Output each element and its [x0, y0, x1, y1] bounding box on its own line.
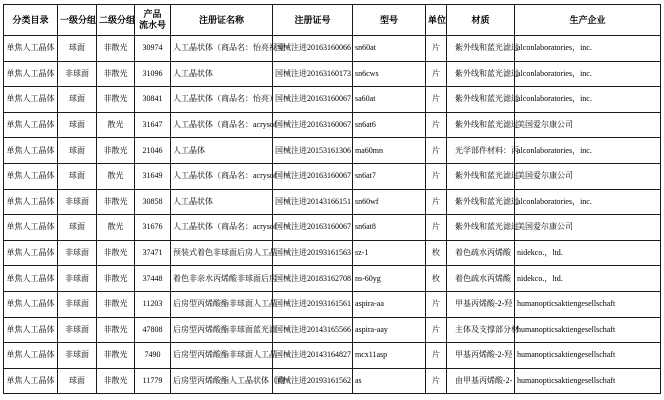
cell-level1-group: 球面 — [58, 163, 97, 189]
header-category: 分类目录 — [4, 5, 58, 36]
cell-unit: 片 — [426, 87, 447, 113]
cell-category: 单焦人工晶体 — [4, 240, 58, 266]
cell-model: ns-60yg — [353, 266, 426, 292]
cell-model: ma60mn — [353, 138, 426, 164]
cell-manufacturer: humanopticsaktiengesellschaft — [515, 317, 661, 343]
header-serial-no — [135, 5, 171, 36]
cell-serial-no: 7490 — [135, 343, 171, 369]
header-row — [4, 5, 661, 36]
cell-material: 紫外线和蓝光滤过 — [447, 36, 515, 62]
cell-level1-group: 非球面 — [58, 343, 97, 369]
header-level1-group: 一级分组 — [58, 5, 97, 36]
cell-cert-no: 国械注进20183162708 — [273, 266, 353, 292]
cell-material: 紫外线和蓝光滤过 — [447, 215, 515, 241]
cell-unit: 片 — [426, 36, 447, 62]
cell-cert-no: 国械注进20193161563 — [273, 240, 353, 266]
cell-cert-name: 后房型丙烯酸酯非球面人工晶 — [171, 291, 273, 317]
cell-cert-name: 人工晶体 — [171, 138, 273, 164]
cell-material: 着色疏水丙烯酸 — [447, 240, 515, 266]
cell-manufacturer: alconlaboratories，inc. — [515, 36, 661, 62]
cell-manufacturer: 美国爱尔康公司 — [515, 112, 661, 138]
cell-cert-name: 人工晶状体（商品名：怡亮） — [171, 87, 273, 113]
cell-level2-group: 非散光 — [97, 138, 135, 164]
cell-level1-group: 非球面 — [58, 240, 97, 266]
cell-serial-no: 37448 — [135, 266, 171, 292]
cell-model: sn60at — [353, 36, 426, 62]
cell-level1-group: 球面 — [58, 112, 97, 138]
cell-serial-no: 37471 — [135, 240, 171, 266]
cell-serial-no: 31096 — [135, 61, 171, 87]
cell-material: 光学部件材料：丙 — [447, 138, 515, 164]
cell-manufacturer: alconlaboratories，inc. — [515, 61, 661, 87]
cell-cert-name: 预装式着色非球面后房人工晶 — [171, 240, 273, 266]
cell-unit: 片 — [426, 138, 447, 164]
table-row — [4, 163, 661, 189]
cell-category: 单焦人工晶体 — [4, 317, 58, 343]
cell-category: 单焦人工晶体 — [4, 291, 58, 317]
table-row — [4, 138, 661, 164]
cell-cert-no: 国械注进20193161561 — [273, 291, 353, 317]
cell-serial-no: 30974 — [135, 36, 171, 62]
cell-model: sz-1 — [353, 240, 426, 266]
table-row — [4, 343, 661, 369]
cell-level1-group: 球面 — [58, 87, 97, 113]
table-row — [4, 61, 661, 87]
table-row — [4, 112, 661, 138]
cell-cert-no: 国械注进20163160067 — [273, 163, 353, 189]
cell-level1-group: 非球面 — [58, 61, 97, 87]
cell-cert-no: 国械注进20153161306 — [273, 138, 353, 164]
cell-material: 紫外线和蓝光滤过 — [447, 61, 515, 87]
cell-cert-no: 国械注进20143165566 — [273, 317, 353, 343]
cell-level1-group: 球面 — [58, 36, 97, 62]
cell-serial-no: 31676 — [135, 215, 171, 241]
cell-cert-no: 国械注进20163160067 — [273, 87, 353, 113]
cell-manufacturer: humanopticsaktiengesellschaft — [515, 368, 661, 394]
cell-manufacturer: nidekco.，ltd. — [515, 240, 661, 266]
cell-unit: 枚 — [426, 266, 447, 292]
table-row — [4, 240, 661, 266]
cell-material: 紫外线和蓝光滤过 — [447, 163, 515, 189]
cell-level1-group: 非球面 — [58, 266, 97, 292]
cell-cert-no: 国械注进20163160066 — [273, 36, 353, 62]
cell-serial-no: 31649 — [135, 163, 171, 189]
cell-unit: 片 — [426, 163, 447, 189]
cell-manufacturer: alconlaboratories，inc. — [515, 87, 661, 113]
table-header — [4, 5, 661, 36]
cell-serial-no: 47808 — [135, 317, 171, 343]
cell-level2-group: 非散光 — [97, 317, 135, 343]
cell-serial-no: 31647 — [135, 112, 171, 138]
header-material: 材质 — [447, 5, 515, 36]
cell-model: mcx11asp — [353, 343, 426, 369]
header-cert-no: 注册证号 — [273, 5, 353, 36]
cell-serial-no: 30841 — [135, 87, 171, 113]
cell-cert-name: 人工晶状体（商品名：acrysof — [171, 215, 273, 241]
cell-material: 主体及支撑部分材 — [447, 317, 515, 343]
cell-unit: 片 — [426, 368, 447, 394]
cell-cert-name: 后房型丙烯酸酯人工晶状体（商 — [171, 368, 273, 394]
header-serial-no-line2: 流水号 — [138, 20, 166, 30]
cell-model: sn6at7 — [353, 163, 426, 189]
cell-manufacturer: 美国爱尔康公司 — [515, 215, 661, 241]
cell-cert-no: 国械注进20143166151 — [273, 189, 353, 215]
cell-level2-group: 非散光 — [97, 343, 135, 369]
cell-unit: 片 — [426, 291, 447, 317]
cell-level2-group: 非散光 — [97, 36, 135, 62]
cell-cert-no: 国械注进20143164827 — [273, 343, 353, 369]
cell-unit: 片 — [426, 343, 447, 369]
cell-model: sn6at8 — [353, 215, 426, 241]
cell-level2-group: 非散光 — [97, 291, 135, 317]
cell-serial-no: 11779 — [135, 368, 171, 394]
cell-model: aspira-aa — [353, 291, 426, 317]
cell-level2-group: 非散光 — [97, 61, 135, 87]
cell-cert-no: 国械注进20193161562 — [273, 368, 353, 394]
header-unit: 单位 — [426, 5, 447, 36]
cell-model: sn60wf — [353, 189, 426, 215]
cell-category: 单焦人工晶体 — [4, 163, 58, 189]
cell-model: as — [353, 368, 426, 394]
cell-material: 紫外线和蓝光滤过 — [447, 112, 515, 138]
cell-unit: 片 — [426, 215, 447, 241]
header-cert-name: 注册证名称 — [171, 5, 273, 36]
cell-unit: 片 — [426, 189, 447, 215]
cell-category: 单焦人工晶体 — [4, 87, 58, 113]
cell-cert-no: 国械注进20163160067 — [273, 112, 353, 138]
table-row — [4, 36, 661, 62]
cell-level1-group: 非球面 — [58, 317, 97, 343]
cell-manufacturer: humanopticsaktiengesellschaft — [515, 291, 661, 317]
cell-level2-group: 散光 — [97, 163, 135, 189]
cell-cert-no: 国械注进20163160173 — [273, 61, 353, 87]
cell-level1-group: 球面 — [58, 368, 97, 394]
cell-material: 紫外线和蓝光滤过 — [447, 87, 515, 113]
cell-model: aspira-aay — [353, 317, 426, 343]
header-serial-no-line1: 产品 — [143, 9, 162, 19]
cell-cert-name: 人工晶状体 — [171, 61, 273, 87]
cell-unit: 片 — [426, 317, 447, 343]
cell-material: 甲基丙烯酸-2-羟 — [447, 291, 515, 317]
cell-level2-group: 非散光 — [97, 87, 135, 113]
cell-serial-no: 30858 — [135, 189, 171, 215]
cell-manufacturer: nidekco.，ltd. — [515, 266, 661, 292]
cell-model: sn6cws — [353, 61, 426, 87]
cell-cert-name: 后房型丙烯酸酯非球面人工晶 — [171, 343, 273, 369]
table-row — [4, 189, 661, 215]
cell-unit: 片 — [426, 61, 447, 87]
cell-category: 单焦人工晶体 — [4, 343, 58, 369]
cell-manufacturer: alconlaboratories，inc. — [515, 189, 661, 215]
cell-level2-group: 非散光 — [97, 368, 135, 394]
registration-table — [3, 4, 661, 394]
cell-cert-name: 人工晶状体 — [171, 189, 273, 215]
cell-manufacturer: alconlaboratories，inc. — [515, 138, 661, 164]
cell-level2-group: 散光 — [97, 215, 135, 241]
cell-level1-group: 非球面 — [58, 291, 97, 317]
cell-manufacturer: 美国爱尔康公司 — [515, 163, 661, 189]
cell-cert-no: 国械注进20163160067 — [273, 215, 353, 241]
cell-model: sn6at6 — [353, 112, 426, 138]
cell-category: 单焦人工晶体 — [4, 189, 58, 215]
cell-cert-name: 人工晶状体（商品名：acrysof — [171, 163, 273, 189]
cell-serial-no: 11203 — [135, 291, 171, 317]
table-row — [4, 368, 661, 394]
cell-category: 单焦人工晶体 — [4, 368, 58, 394]
cell-level2-group: 散光 — [97, 112, 135, 138]
table-row — [4, 266, 661, 292]
table-row — [4, 87, 661, 113]
cell-manufacturer: humanopticsaktiengesellschaft — [515, 343, 661, 369]
cell-cert-name: 人工晶状体（商品名：怡亮视觉 — [171, 36, 273, 62]
cell-level2-group: 非散光 — [97, 189, 135, 215]
header-manufacturer: 生产企业 — [515, 5, 661, 36]
table-body — [4, 36, 661, 394]
cell-material: 着色疏水丙烯酸 — [447, 266, 515, 292]
cell-category: 单焦人工晶体 — [4, 61, 58, 87]
table-row — [4, 291, 661, 317]
cell-level2-group: 非散光 — [97, 240, 135, 266]
cell-category: 单焦人工晶体 — [4, 112, 58, 138]
cell-serial-no: 21046 — [135, 138, 171, 164]
cell-cert-name: 后房型丙烯酸酯非球面蓝光滤 — [171, 317, 273, 343]
header-level2-group: 二级分组 — [97, 5, 135, 36]
cell-category: 单焦人工晶体 — [4, 215, 58, 241]
cell-level1-group: 非球面 — [58, 189, 97, 215]
cell-cert-name: 着色非亲水丙烯酸非球面后房 — [171, 266, 273, 292]
cell-unit: 枚 — [426, 240, 447, 266]
cell-category: 单焦人工晶体 — [4, 266, 58, 292]
table-row — [4, 317, 661, 343]
cell-model: sa60at — [353, 87, 426, 113]
cell-cert-name: 人工晶状体（商品名：acrysof — [171, 112, 273, 138]
cell-material: 甲基丙烯酸-2-羟 — [447, 343, 515, 369]
cell-unit: 片 — [426, 112, 447, 138]
cell-level2-group: 非散光 — [97, 266, 135, 292]
table-row — [4, 215, 661, 241]
cell-category: 单焦人工晶体 — [4, 36, 58, 62]
cell-material: 紫外线和蓝光滤过 — [447, 189, 515, 215]
cell-level1-group: 球面 — [58, 215, 97, 241]
cell-category: 单焦人工晶体 — [4, 138, 58, 164]
cell-material: 由甲基丙烯酸-2- — [447, 368, 515, 394]
header-model: 型号 — [353, 5, 426, 36]
cell-level1-group: 球面 — [58, 138, 97, 164]
